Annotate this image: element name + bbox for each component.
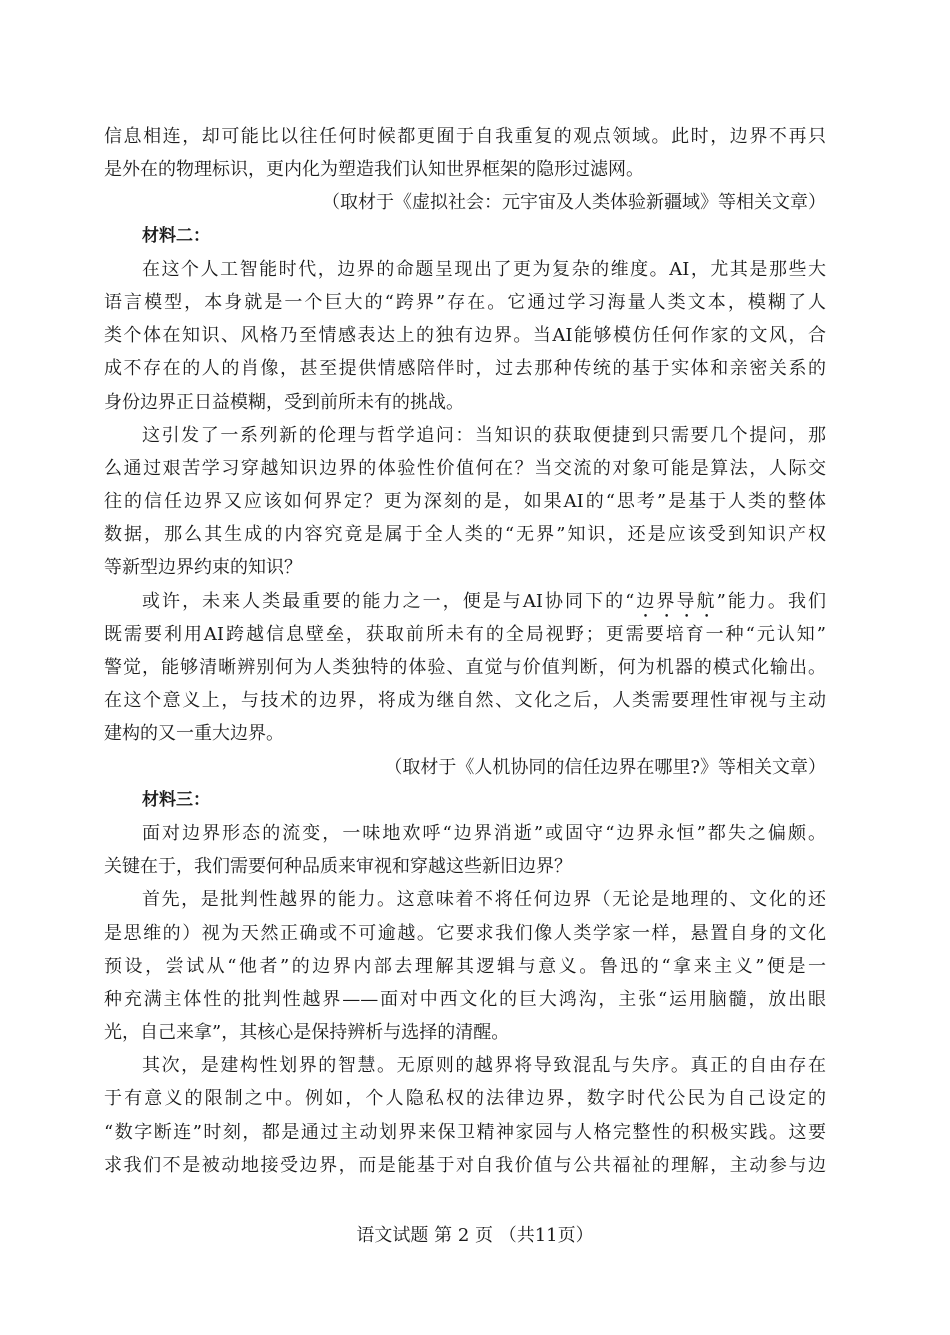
text-line: 在这个意义上，与技术的边界，将成为继自然、文化之后，人类需要理性审视与主动 <box>104 690 826 712</box>
text-line: 类个体在知识、风格乃至情感表达上的独有边界。当AI能够模仿任何作家的文风，合 <box>104 325 826 347</box>
text-line: 预设，尝试从“他者”的边界内部去理解其逻辑与意义。鲁迅的“拿来主义”便是一 <box>104 955 826 977</box>
text-line: 求我们不是被动地接受边界，而是能基于对自我价值与公共福祉的理解，主动参与边 <box>104 1154 826 1176</box>
section-heading-material-3: 材料三： <box>142 789 210 810</box>
text-line: 信息相连，却可能比以往任何时候都更囿于自我重复的观点领域。此时，边界不再只 <box>104 126 826 147</box>
text-line: 其次，是建构性划界的智慧。无原则的越界将导致混乱与失序。真正的自由存在 <box>142 1055 826 1077</box>
text-line: 语言模型，本身就是一个巨大的“跨界”存在。它通过学习海量人类文本，模糊了人 <box>104 291 826 313</box>
text-line: 等新型边界约束的知识？ <box>104 557 302 579</box>
text-line: 种充满主体性的批判性越界——面对中西文化的巨大鸿沟，主张“运用脑髓，放出眼 <box>104 988 826 1010</box>
text-line: 既需要利用AI跨越信息壁垒，获取前所未有的全局视野；更需要培育一种“元认知” <box>104 623 826 645</box>
text-line <box>104 585 826 618</box>
text-line: 往的信任边界又应该如何界定？更为深刻的是，如果AI的“思考”是基于人类的整体 <box>104 491 826 513</box>
text-line: 身份边界正日益模糊，受到前所未有的挑战。 <box>104 391 464 413</box>
text-line: 关键在于，我们需要何种品质来审视和穿越这些新旧边界？ <box>104 856 572 878</box>
text-line: 数据，那么其生成的内容究竟是属于全人类的“无界”知识，还是应该受到知识产权 <box>104 524 826 546</box>
source-citation: （取材于《虚拟社会：元宇宙及人类体验新疆域》等相关文章） <box>322 192 826 214</box>
text-line: 成不存在的人的肖像，甚至提供情感陪伴时，过去那种传统的基于实体和亲密关系的 <box>104 358 826 380</box>
text-segment: 或许，未来人类最重要的能力之一，便是与AI协同下的“ <box>142 590 635 612</box>
text-line: 面对边界形态的流变，一味地欢呼“边界消逝”或固守“边界永恒”都失之偏颇。 <box>142 822 826 844</box>
text-line: 是思维的）视为天然正确或不可逾越。它要求我们像人类学家一样，悬置自身的文化 <box>104 922 826 944</box>
text-line: 于有意义的限制之中。例如，个人隐私权的法律边界，数字时代公民为自己设定的 <box>104 1088 826 1110</box>
page-footer: 语文试题 第 2 页 （共11页） <box>356 1225 594 1246</box>
text-line: 首先，是批判性越界的能力。这意味着不将任何边界（无论是地理的、文化的还 <box>142 889 826 911</box>
text-line: 警觉，能够清晰辨别何为人类独特的体验、直觉与价值判断，何为机器的模式化输出。 <box>104 657 826 678</box>
text-line: “数字断连”时刻，都是通过主动划界来保卫精神家园与人格完整性的积极实践。这要 <box>104 1121 826 1143</box>
text-line: 在这个人工智能时代，边界的命题呈现出了更为复杂的维度。AI，尤其是那些大 <box>142 258 826 280</box>
text-line: 么通过艰苦学习穿越知识边界的体验性价值何在？当交流的对象可能是算法，人际交 <box>104 457 826 479</box>
emphasized-term: 边界导航 <box>634 590 717 612</box>
text-line: 建构的又一重大边界。 <box>104 723 284 745</box>
source-citation: （取材于《人机协同的信任边界在哪里?》等相关文章） <box>384 756 826 778</box>
page-body <box>104 120 826 1182</box>
text-line: 是外在的物理标识，更内化为塑造我们认知世界框架的隐形过滤网。 <box>104 159 644 181</box>
section-heading-material-2: 材料二： <box>142 225 210 246</box>
text-line: 这引发了一系列新的伦理与哲学追问：当知识的获取便捷到只需要几个提问，那 <box>142 424 826 446</box>
text-line: 光，自己来拿”，其核心是保持辨析与选择的清醒。 <box>104 1022 510 1044</box>
text-segment: ”能力。我们 <box>716 590 826 612</box>
